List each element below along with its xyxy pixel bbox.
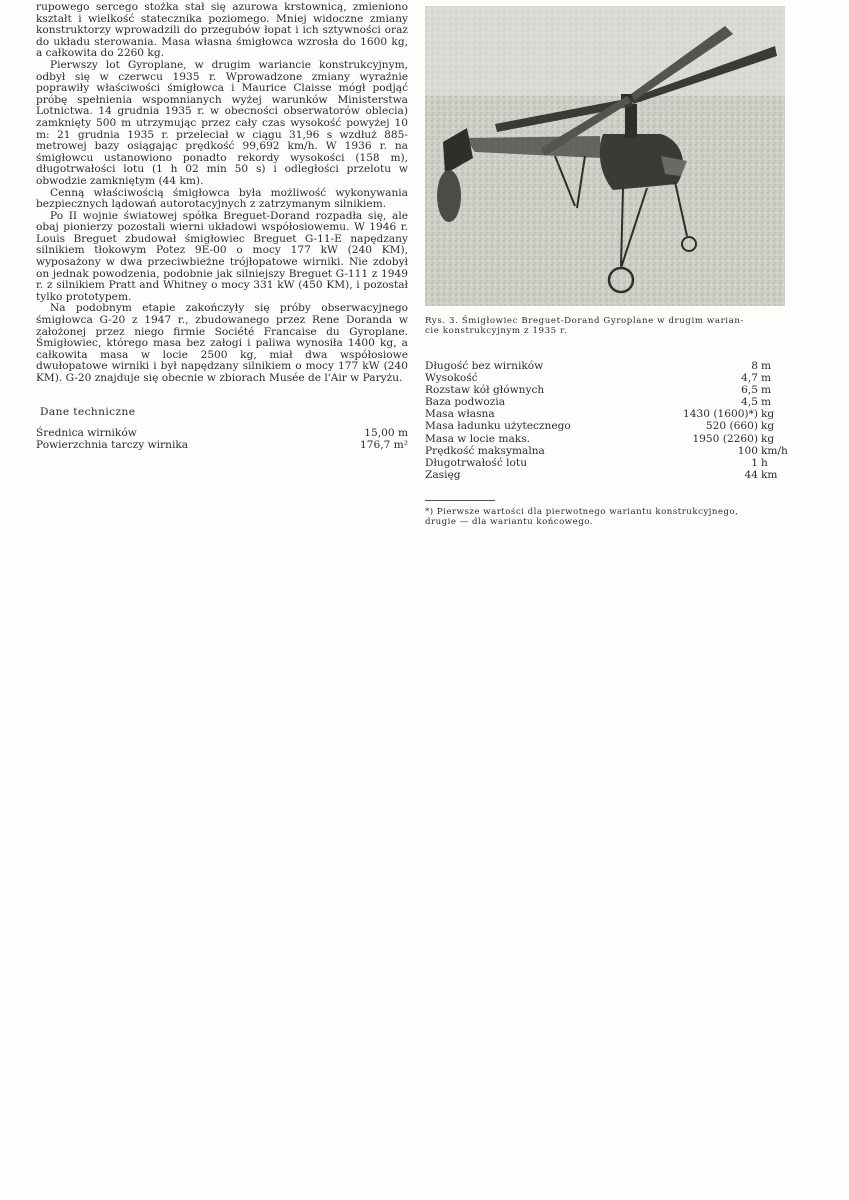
tech-data-table: [36, 428, 408, 451]
table-row: [425, 420, 789, 432]
spec-label: Wysokość: [425, 372, 478, 385]
spec-number: 520 (660): [705, 420, 758, 433]
spec-number: 1: [751, 456, 758, 469]
spec-unit: kg: [761, 408, 775, 421]
spec-label: Masa ładunku użytecznego: [425, 420, 571, 433]
caption-line: Rys. 3. Śmigłowiec Breguet-Dorand Gyroplane w drugim warian-: [425, 316, 744, 326]
helicopter-photo-icon: [425, 6, 785, 306]
spec-label: Masa własna: [425, 408, 495, 421]
spec-label: Powierzchnia tarczy wirnika: [36, 438, 189, 451]
main-text-column: [36, 2, 408, 451]
spec-label: Rozstaw kół głównych: [425, 384, 545, 397]
spec-number: 4,7: [741, 372, 758, 385]
spec-label: Długość bez wirników: [425, 360, 544, 372]
footnote-line: drugie — dla wariantu końcowego.: [425, 517, 593, 527]
spec-value: 15,00 m: [364, 427, 408, 440]
spec-unit: kg: [761, 432, 775, 445]
spec-unit: kg: [761, 420, 775, 433]
spec-number: 1430 (1600)*): [683, 408, 758, 421]
spec-number: 4,5: [741, 396, 758, 409]
table-row: [425, 469, 789, 481]
spec-label: Prędkość maksymalna: [425, 444, 545, 457]
table-row: [425, 384, 789, 396]
table-row: [425, 396, 789, 408]
table-row: [425, 372, 789, 384]
table-row: [36, 440, 408, 451]
spec-unit: m: [761, 360, 772, 372]
footnote-line: *) Pierwsze wartości dla pierwotnego wariantu konstrukcyjnego,: [425, 507, 739, 517]
tech-data-heading: Dane techniczne: [40, 405, 136, 418]
paragraph: Po II wojnie światowej spółka Breguet-Dorand rozpadła się, ale obaj pionierzy pozostali wierni układowi współosiowemu. W 1946 r. Louis Breguet zbudował śmigłowiec Breguet G-11-E napędzany silnikiem tłokowym Potez 9E-00 o mocy 177 kW (240 KM), wyposażony w dwa przeciwbieżne trójłopatowe wirniki. Nie zdobył on jednak powodzenia, podobnie jak silniejszy Breguet G-111 z 1949 r. z silnikiem Pratt and Whitney o mocy 331 kW (450 KM), i pozostał tylko prototypem.: [36, 209, 408, 303]
table-row: [425, 457, 789, 469]
table-row: [425, 360, 789, 372]
spec-unit: h: [761, 456, 768, 469]
spec-number: 8: [751, 360, 758, 372]
footnote-divider: [425, 500, 495, 501]
paragraph: rupowego sercego stożka stał się azurowa krstownicą, zmieniono kształt i wielkość statecznika poziomego. Mniej widoczne zmiany konstruktorzy wprowadzili do przegubów łopat i ich sztywności oraz do układu sterowania. Masa własna śmigłowca wzrosła do 1600 kg, a całkowita do 2260 kg.: [36, 1, 408, 60]
paragraph: Na podobnym etapie zakończyły się próby obserwacyjnego śmigłowca G-20 z 1947 r., zbudowanego przez Rene Doranda w założonej przez niego firmie Société Francaise du Gyroplane. Śmigłowiec, którego masa bez załogi i paliwa wynosiła 1400 kg, a całkowita masa w locie 2500 kg, miał dwa współosiowe dwułopatowe wirniki i był napędzany silnikiem o mocy 177 kW (240 KM). G-20 znajduje się obecnie w zbiorach Musée de l'Air w Paryżu.: [36, 302, 408, 384]
table-row: [425, 408, 789, 420]
spec-number: 6,5: [741, 384, 758, 397]
spec-unit: m: [761, 372, 772, 385]
spec-label: Masa w locie maks.: [425, 432, 531, 445]
footnote: [425, 507, 795, 527]
spec-unit: m: [761, 384, 772, 397]
spec-unit: km: [761, 468, 778, 481]
paragraph: Pierwszy lot Gyroplane, w drugim wariancie konstrukcyjnym, odbył się w czerwcu 1935 r. Wprowadzone zmiany wyraźnie poprawiły właściwości śmigłowca i Maurice Claisse mógł podjąć próbę spełnienia wspomnianych wyżej warunków Ministerstwa Lotnictwa. 14 grudnia 1935 r. w obecności obserwatorów oblecia) zamknięty 500 m utrzymując przez cały czas wysokość powyżej 10 m: 21 grudnia 1935 r. przeleciał w ciągu 31,96 s wzdłuż 885-metrowej bazy osiągając prędkość 99,692 km/h. W 1936 r. na śmigłowcu ustanowiono ponadto rekordy wysokości (158 m), długotrwałości lotu (1 h 02 min 50 s) i odległości przelotu w obwodzie zamkniętym (44 km).: [36, 58, 408, 187]
spec-unit: km/h: [761, 444, 788, 457]
spec-value: 176,7 m²: [360, 438, 408, 451]
table-row: [36, 428, 408, 439]
spec-label: Baza podwozia: [425, 396, 506, 409]
spec-number: 100: [737, 444, 758, 457]
figure-caption: [425, 316, 787, 336]
spec-label: Średnica wirników: [36, 427, 137, 440]
helicopter-photo: [425, 6, 785, 306]
table-row: [425, 433, 789, 445]
spec-label: Zasięg: [425, 468, 461, 481]
spec-number: 44: [744, 468, 758, 481]
table-row: [425, 445, 789, 457]
caption-line: cie konstrukcyjnym z 1935 r.: [425, 326, 568, 336]
specs-table: [425, 360, 789, 481]
spec-number: 1950 (2260): [692, 432, 758, 445]
spec-unit: m: [761, 396, 772, 409]
spec-label: Długotrwałość lotu: [425, 456, 528, 469]
paragraph: Cenną właściwością śmigłowca była możliwość wykonywania bezpiecznych lądowań autorotacyjnych z zatrzymanym silnikiem.: [36, 186, 408, 211]
